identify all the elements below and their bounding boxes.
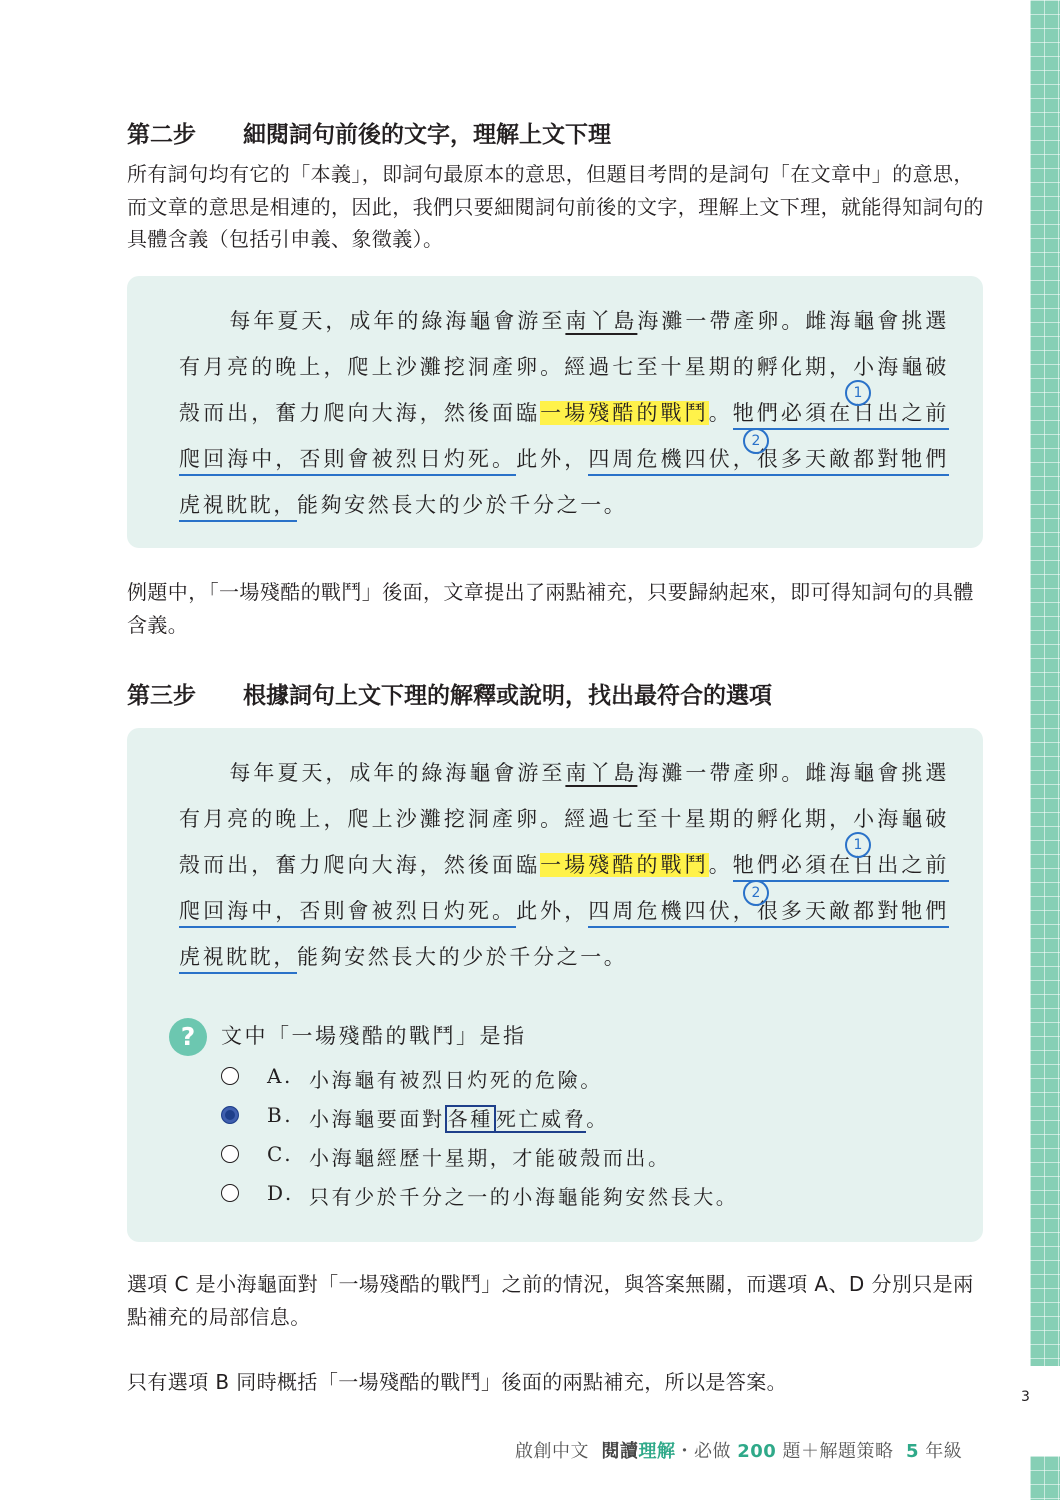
strip-gap xyxy=(1030,1366,1060,1456)
question-mark-icon: ? xyxy=(169,1018,207,1056)
option-text: 只有少於千分之一的小海龜能夠安然長大。 xyxy=(309,1185,739,1209)
place-name: 南丫島 xyxy=(565,309,638,333)
highlighted-phrase: 一場殘酷的戰鬥 xyxy=(540,401,709,425)
option-text: 小海龜有被烈日灼死的危險。 xyxy=(309,1068,603,1092)
place-name: 南丫島 xyxy=(565,761,638,785)
option-letter: D. xyxy=(267,1181,294,1205)
supplement-point-2: 四周危機四伏，很多天敵都對牠們虎視眈眈， xyxy=(179,447,949,522)
circled-number-1-icon: 1 xyxy=(845,832,871,858)
step2-label: 第二步 xyxy=(127,122,196,148)
option-text: 小海龜要面對 各種 死亡威脅。 xyxy=(309,1107,609,1131)
passage-box-2 xyxy=(127,728,983,1242)
highlighted-phrase: 一場殘酷的戰鬥 xyxy=(540,853,709,877)
option-text: 小海龜經歷十星期，才能破殼而出。 xyxy=(309,1146,671,1170)
step2-heading xyxy=(127,116,611,149)
footer-book-title: 啟創中文 閱讀理解・必做 200 題＋解題策略 5 年級 xyxy=(515,1441,963,1462)
step2-title: 細閱詞句前後的文字，理解上文下理 xyxy=(243,122,611,148)
radio-b-selected[interactable] xyxy=(221,1106,239,1124)
supplement-point-1: 牠們必須在日出之前爬回海中，否則會被烈日灼死。 xyxy=(179,401,949,476)
option-letter: A. xyxy=(267,1064,294,1088)
supplement-point-1: 牠們必須在日出之前爬回海中，否則會被烈日灼死。 xyxy=(179,853,949,928)
grid-side-strip xyxy=(1030,0,1060,1500)
step3-label: 第三步 xyxy=(127,683,196,709)
question-text: 文中「一場殘酷的戰鬥」是指 xyxy=(221,1024,527,1048)
radio-c[interactable] xyxy=(221,1145,239,1163)
circled-number-2-icon: 2 xyxy=(743,880,769,906)
supplement-point-2: 四周危機四伏，很多天敵都對牠們虎視眈眈， xyxy=(179,899,949,974)
boxed-word: 各種 xyxy=(445,1105,496,1133)
step2-paragraph: 所有詞句均有它的「本義」，即詞句最原本的意思，但題目考問的是詞句「在文章中」的意思，而文章的意思是相連的，因此，我們只要細閱詞句前後的文字，理解上文下理，就能得知詞句的具體含義（包括引申義、象徵義）。 xyxy=(127,162,984,251)
passage-text-2: 每年夏天，成年的綠海龜會游至南丫島海灘一帶產卵。雌海龜會挑選有月亮的晚上，爬上沙灘挖洞產卵。經過七至十星期的孵化期，小海龜破殼而出，奮力爬向大海，然後面臨一場殘酷的戰鬥。牠們必須在日出之前爬回海中，否則會被烈日灼死。此外，四周危機四伏，很多天敵都對牠們虎視眈眈，能夠安然長大的少於千分之一。 xyxy=(179,750,949,980)
radio-a[interactable] xyxy=(221,1067,239,1085)
circled-number-2-icon: 2 xyxy=(743,428,769,454)
explanation-1: 選項 C 是小海龜面對「一場殘酷的戰鬥」之前的情況，與答案無關，而選項 A、D 分別只是兩點補充的局部信息。 xyxy=(127,1272,974,1329)
explanation-2: 只有選項 B 同時概括「一場殘酷的戰鬥」後面的兩點補充，所以是答案。 xyxy=(127,1370,788,1394)
example-note: 例題中，「一場殘酷的戰鬥」後面，文章提出了兩點補充，只要歸納起來，即可得知詞句的具體含義。 xyxy=(127,580,974,637)
underlined-answer-phrase: 各種 死亡威脅 xyxy=(445,1107,587,1133)
circled-number-1-icon: 1 xyxy=(845,380,871,406)
step3-heading xyxy=(127,677,772,710)
page-number: 3 xyxy=(1021,1389,1030,1405)
passage-text-1: 每年夏天，成年的綠海龜會游至南丫島海灘一帶產卵。雌海龜會挑選有月亮的晚上，爬上沙灘挖洞產卵。經過七至十星期的孵化期，小海龜破殼而出，奮力爬向大海，然後面臨一場殘酷的戰鬥。牠們必須在日出之前爬回海中，否則會被烈日灼死。此外，四周危機四伏，很多天敵都對牠們虎視眈眈，能夠安然長大的少於千分之一。 xyxy=(179,298,949,528)
radio-d[interactable] xyxy=(221,1184,239,1202)
option-letter: B. xyxy=(267,1103,294,1127)
option-letter: C. xyxy=(267,1142,294,1166)
passage-box-1 xyxy=(127,276,983,548)
step3-title: 根據詞句上文下理的解釋或說明，找出最符合的選項 xyxy=(243,683,772,709)
